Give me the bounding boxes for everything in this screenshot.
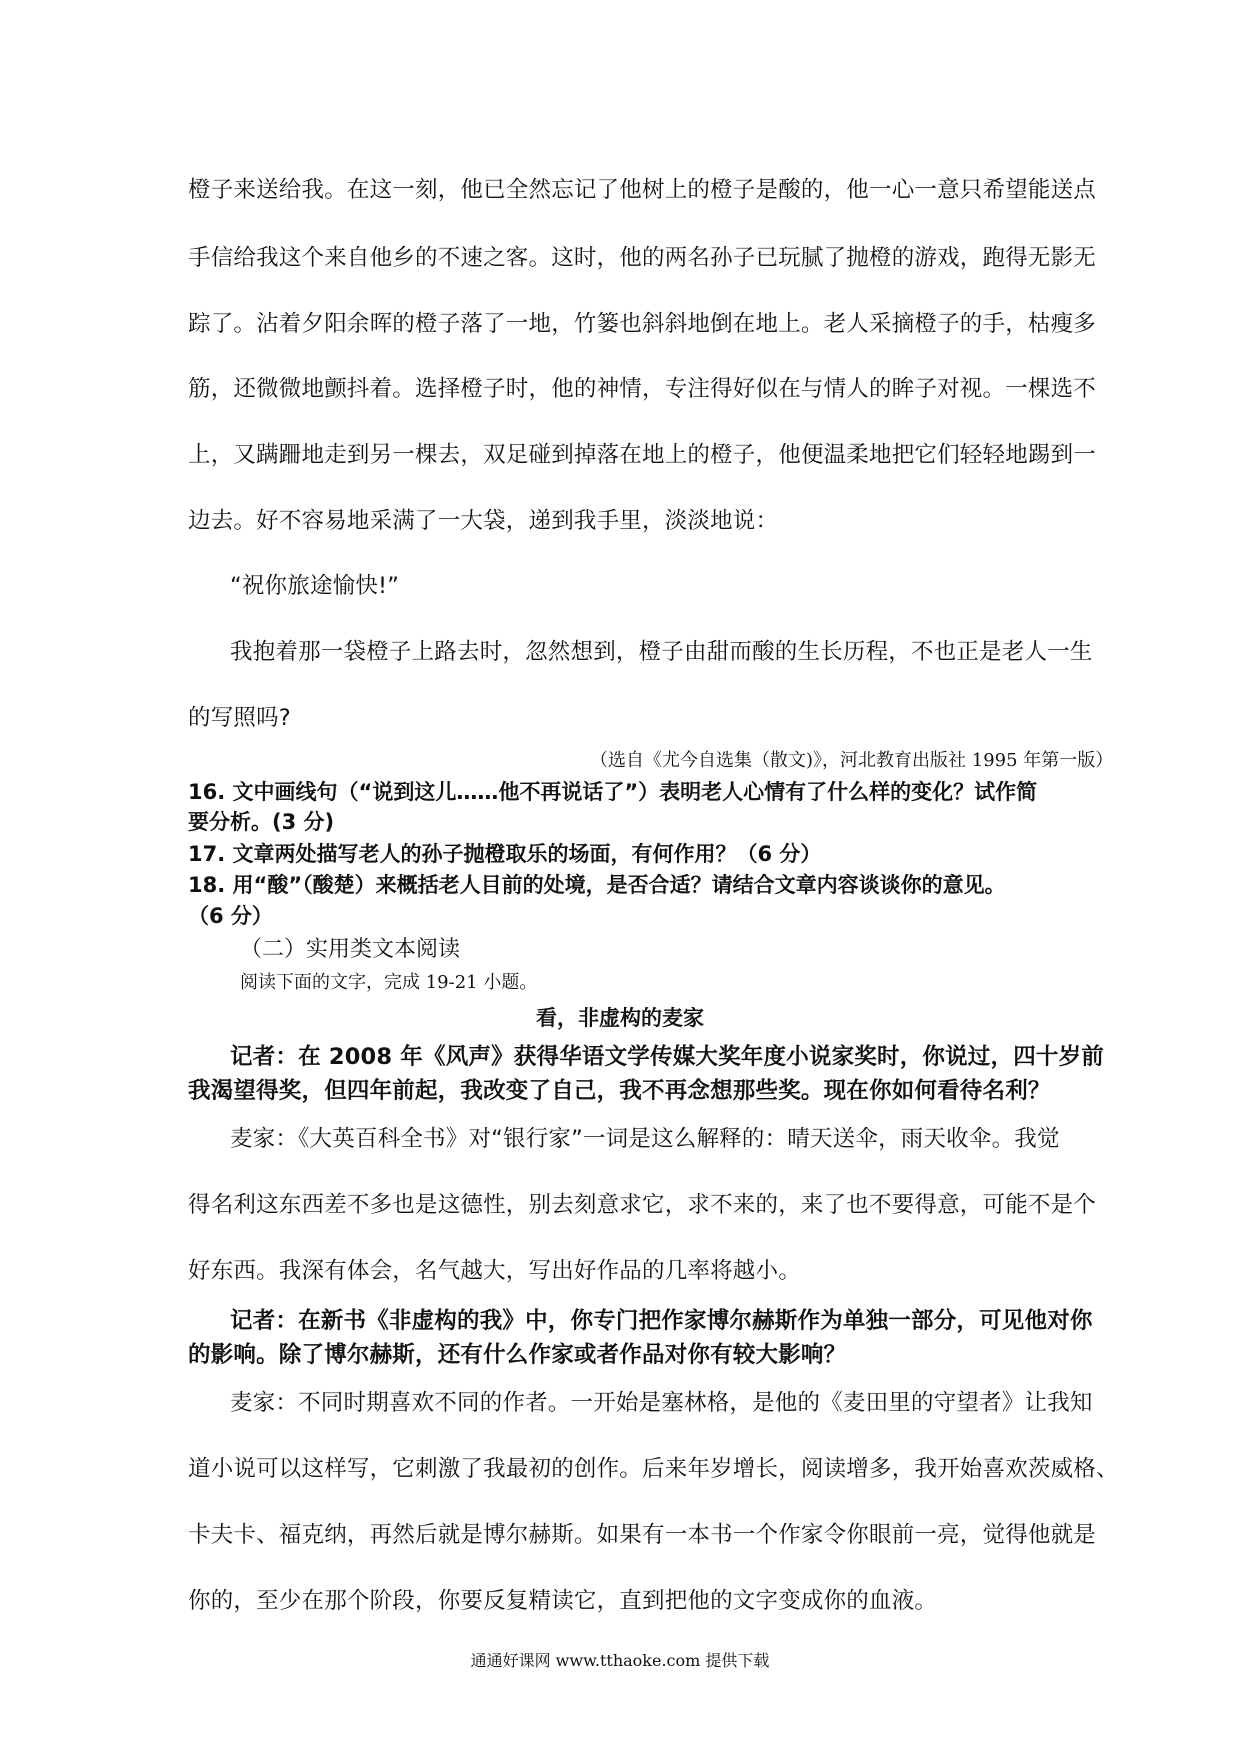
interview-answer: 道小说可以这样写，它刺激了我最初的创作。后来年岁增长，阅读增多，我开始喜欢茨威格、 <box>188 1456 1119 1482</box>
source-citation: （选自《尤今自选集（散文)》，河北教育出版社 1995 年第一版） <box>590 750 1114 771</box>
question-16: 16. 文中画线句（“说到这儿……他不再说话了”）表明老人心情有了什么样的变化？试作简 <box>188 780 1038 804</box>
interview-question: 我渴望得奖，但四年前起，我改变了自己，我不再念想那些奖。现在你如何看待名利？ <box>188 1078 1051 1104</box>
interview-answer: 好东西。我深有体会，名气越大，写出好作品的几率将越小。 <box>188 1258 801 1284</box>
interview-answer: 麦家：不同时期喜欢不同的作者。一开始是塞林格，是他的《麦田里的守望者》让我知 <box>230 1390 1093 1416</box>
story-line: 边去。好不容易地采满了一大袋，递到我手里，淡淡地说： <box>188 508 779 534</box>
story-line: 筋，还微微地颤抖着。选择橙子时，他的神情，专注得好似在与情人的眸子对视。一棵选不 <box>188 376 1097 402</box>
ending-line: 的写照吗? <box>188 705 291 731</box>
question-18-cont: （6 分） <box>188 904 273 928</box>
instruction: 阅读下面的文字，完成 19-21 小题。 <box>240 972 538 993</box>
story-line: 上，又蹒跚地走到另一棵去，双足碰到掉落在地上的橙子，他便温柔地把它们轻轻地踢到一 <box>188 442 1097 468</box>
story-line: 踪了。沾着夕阳余晖的橙子落了一地，竹篓也斜斜地倒在地上。老人采摘橙子的手，枯瘦多 <box>188 311 1097 337</box>
story-line: 橙子来送给我。在这一刻，他已全然忘记了他树上的橙子是酸的，他一心一意只希望能送点 <box>188 177 1097 203</box>
question-16-cont: 要分析。(3 分) <box>188 810 335 834</box>
interview-question: 记者：在 2008 年《风声》获得华语文学传媒大奖年度小说家奖时，你说过，四十岁前 <box>230 1044 1104 1070</box>
interview-answer: 你的，至少在那个阶段，你要反复精读它，直到把他的文字变成你的血液。 <box>188 1588 938 1614</box>
quote-line: “祝你旅途愉快!” <box>230 573 400 599</box>
question-17: 17. 文章两处描写老人的孙子抛橙取乐的场面，有何作用？（6 分） <box>188 842 822 866</box>
page-footer: 通通好课网 www.tthaoke.com 提供下载 <box>470 1651 770 1670</box>
ending-line: 我抱着那一袋橙子上路去时，忽然想到，橙子由甜而酸的生长历程，不也正是老人一生 <box>230 639 1093 665</box>
interview-question: 记者：在新书《非虚构的我》中，你专门把作家博尔赫斯作为单独一部分，可见他对你 <box>230 1308 1093 1334</box>
interview-answer: 麦家：《大英百科全书》对“银行家”一词是这么解释的：晴天送伞，雨天收伞。我觉 <box>230 1126 1060 1152</box>
article-title: 看，非虚构的麦家 <box>536 1006 704 1030</box>
question-18: 18. 用“酸”（酸楚）来概括老人目前的处境，是否合适？请结合文章内容谈谈你的意见。 <box>188 873 1006 897</box>
interview-question: 的影响。除了博尔赫斯，还有什么作家或者作品对你有较大影响？ <box>188 1342 847 1368</box>
interview-answer: 卡夫卡、福克纳，再然后就是博尔赫斯。如果有一本书一个作家令你眼前一亮，觉得他就是 <box>188 1522 1097 1548</box>
section-heading: （二）实用类文本阅读 <box>240 937 461 962</box>
interview-answer: 得名利这东西差不多也是这德性，别去刻意求它，求不来的，来了也不要得意，可能不是个 <box>188 1192 1097 1218</box>
story-line: 手信给我这个来自他乡的不速之客。这时，他的两名孙子已玩腻了抛橙的游戏，跑得无影无 <box>188 245 1097 271</box>
